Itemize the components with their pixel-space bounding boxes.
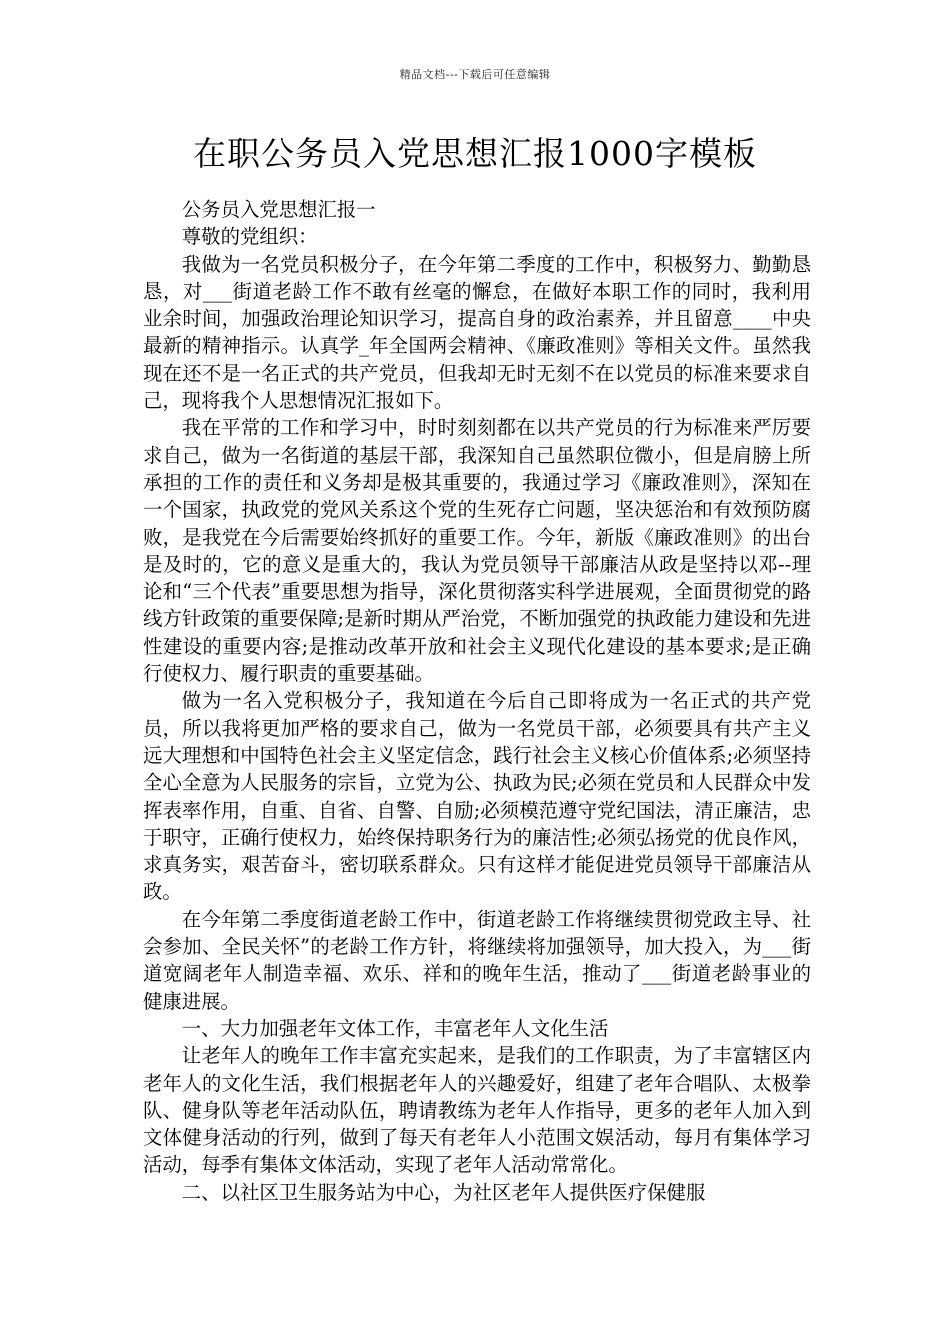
paragraph: 做为一名入党积极分子，我知道在今后自己即将成为一名正式的共产党员，所以我将更加严格的要求自己，做为一名党员干部，必须要具有共产主义远大理想和中国特色社会主义坚定信念，践行社会主义核心价值体系;必须坚持全心全意为人民服务的宗旨，立党为公、执政为民;必须在党员和人民群众中发挥表率作用，自重、自省、自警、自励;必须模范遵守党纪国法，清正廉洁，忠于职守，正确行使权力，始终保持职务行为的廉洁性;必须弘扬党的优良作风，求真务实，艰苦奋斗，密切联系群众。只有这样才能促进党员领导干部廉洁从政。 [143, 689, 811, 904]
subheading: 二、以社区卫生服务站为中心，为社区老年人提供医疗保健服 [181, 1180, 706, 1204]
document-body [143, 196, 811, 1206]
section-heading: 公务员入党思想汇报一 [181, 198, 376, 221]
paragraph: 让老年人的晚年工作丰富充实起来，是我们的工作职责，为了丰富辖区内老年人的文化生活，我们根据老年人的兴趣爱好，组建了老年合唱队、太极拳队、健身队等老年活动队伍，聘请教练为老年人作指导，更多的老年人加入到文体健身活动的行列，做到了每天有老年人小范围文娱活动，每月有集体学习活动，每季有集体文体活动，实现了老年人活动常常化。 [143, 1044, 811, 1177]
header-note: 精品文档---下载后可任意编辑 [399, 68, 551, 81]
paragraph: 在今年第二季度街道老龄工作中，街道老龄工作将继续贯彻党政主导、社会参加、全民关怀”的老龄工作方针，将继续将加强领导，加大投入，为___街道宽阔老年人制造幸福、欢乐、祥和的晚年生活，推动了___街道老龄事业的健康进展。 [143, 907, 811, 1013]
paragraph: 我做为一名党员积极分子，在今年第二季度的工作中，积极努力、勤勤恳恳，对___街道老龄工作不敢有丝毫的懈怠，在做好本职工作的同时，我利用业余时间，加强政治理论知识学习，提高自身的政治素养，并且留意____中央最新的精神指示。认真学_年全国两会精神、《廉政准则》等相关文件。虽然我现在还不是一名正式的共产党员，但我却无时无刻不在以党员的标准来要求自己，现将我个人思想情况汇报如下。 [143, 252, 811, 413]
subheading: 一、大力加强老年文体工作，丰富老年人文化生活 [181, 1016, 609, 1040]
salutation: 尊敬的党组织： [181, 225, 318, 249]
paragraph: 我在平常的工作和学习中，时时刻刻都在以共产党员的行为标准来严厉要求自己，做为一名街道的基层干部，我深知自己虽然职位微小，但是肩膀上所承担的工作的责任和义务却是极其重要的，我通过学习《廉政准则》，深知在一个国家，执政党的党风关系这个党的生死存亡问题，坚决惩治和有效预防腐败，是我党在今后需要始终抓好的重要工作。今年，新版《廉政准则》的出台是及时的，它的意义是重大的，我认为党员领导干部廉洁从政是坚持以邓--理论和“三个代表”重要思想为指导，深化贯彻落实科学进展观，全面贯彻党的路线方针政策的重要保障;是新时期从严治党，不断加强党的执政能力建设和先进性建设的重要内容;是推动改革开放和社会主义现代化建设的基本要求;是正确行使权力、履行职责的重要基础。 [143, 416, 811, 686]
document-title: 在职公务员入党思想汇报1000字模板 [193, 134, 757, 173]
